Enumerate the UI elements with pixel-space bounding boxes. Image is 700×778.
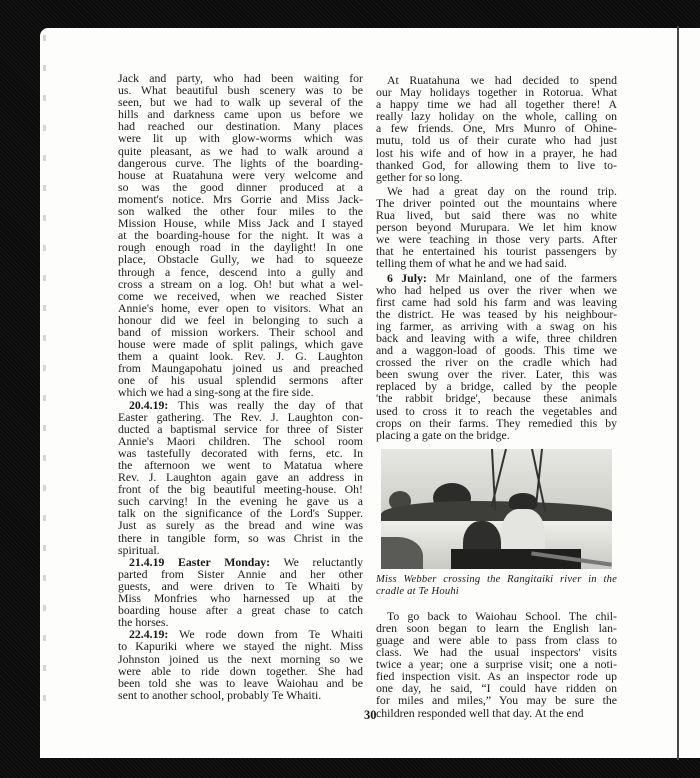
line-text: were lit up with glow-worms which was — [118, 131, 363, 146]
photo-hat — [509, 493, 537, 509]
page-gutter-line — [677, 26, 679, 760]
paragraph — [118, 628, 363, 701]
line-text: lost his wife and of how in a prayer, he had — [376, 145, 617, 160]
line-text: house at Ruatahuna were very welcome and — [118, 167, 363, 182]
caption-line: Miss Webber crossing the Rangitaiki river in the — [376, 573, 617, 585]
line-text: there in tangible form, so was Christ in the — [118, 530, 363, 545]
line-text: quite pleasant, as we had to walk around a — [118, 143, 363, 158]
line-text: Mission House, while Miss Jack and I stayed — [118, 216, 363, 231]
line-text: Just as surely as the bread and wine was — [118, 518, 363, 533]
line-text: and a waggon-load of goods. This time we — [376, 343, 617, 358]
line-text: one day, he said, “I could have ridden on — [376, 681, 617, 696]
text-line — [376, 707, 617, 719]
line-text: twice a year; one a surprise visit; one a noti- — [376, 657, 617, 672]
line-text: The driver pointed out the mountains where — [376, 195, 617, 210]
line-text: We had a great day on the round trip. — [387, 183, 617, 198]
line-text: telling them of what he and we had said. — [376, 256, 567, 271]
left-column — [118, 72, 363, 701]
line-text: rough enough road in the daylight! In one — [118, 240, 363, 255]
line-text: ducted a baptismal service for three of Sister — [118, 421, 363, 436]
line-text: guests, and were driven to Te Whaiti by — [118, 578, 363, 593]
right-column-bottom-text — [376, 610, 617, 719]
line-text: used to cross it to reach the vegetables and — [376, 403, 617, 418]
line-text: us. What beautiful bush scenery was to be — [118, 83, 363, 98]
date-heading: 21.4.19 Easter Monday: — [129, 554, 271, 569]
line-text: was tastefully decorated with ferns, etc. In — [118, 445, 363, 460]
paragraph — [118, 399, 363, 556]
page-number: 30 — [364, 708, 377, 722]
photo-river-cradle-crossing — [381, 449, 612, 569]
line-text: Rua lived, but said there was no white — [376, 208, 617, 223]
line-text: Rev. J. Laughton again gave an address in — [118, 470, 363, 485]
line-text: first came had sold his farm and was leaving — [376, 294, 617, 309]
line-text: through a fence, descend into a gully and — [118, 264, 363, 279]
line-text: our May holidays together in Rotorua. What — [376, 85, 617, 100]
line-text: children responded well that day. At the end — [376, 705, 584, 720]
line-text: dren soon began to learn the English lan- — [376, 620, 617, 635]
line-text: house were made of split palings, which gave — [118, 337, 363, 352]
paragraph — [376, 272, 617, 441]
line-text: thanked God, for allowing them to live to- — [376, 157, 617, 172]
line-text: talk on the significance of the Lord's Supper. — [118, 506, 363, 521]
line-text: place, Obstacle Gully, we had to squeeze — [118, 252, 363, 267]
line-text: fied inspection visit. As an inspector rode up — [376, 669, 617, 684]
paragraph — [376, 610, 617, 719]
paragraph — [118, 556, 363, 629]
line-text: gether for so long. — [376, 169, 463, 184]
line-text: boarding house after a great chase to catch — [118, 603, 363, 618]
line-text: Jack and party, who had been waiting for — [118, 71, 363, 85]
line-text: mutu, told us of their curate who had just — [376, 133, 617, 148]
line-text: crops on their farms. They remedied this by — [376, 415, 617, 430]
line-text: the district. He was teased by his neighbour- — [376, 306, 617, 321]
date-heading: 22.4.19: — [129, 627, 169, 642]
right-column — [376, 72, 617, 719]
line-text: hills and darkness came upon us before we — [118, 107, 363, 122]
right-column-top-text — [376, 74, 617, 441]
line-text: class. We had the usual inspectors' visits — [376, 645, 617, 660]
line-text: such carving! In the evening he gave us a — [118, 494, 363, 509]
date-heading: 20.4.19: — [129, 397, 169, 412]
line-text: dangerous curve. The lights of the boarding- — [118, 155, 363, 170]
line-text: that he entertained his tourist passengers by — [376, 244, 617, 259]
line-text: spiritual. — [118, 542, 160, 557]
line-text: back and leaving with a wife, three children — [376, 330, 617, 345]
text-line — [376, 171, 617, 183]
line-text: band of mission workers. Their school and — [118, 324, 363, 339]
line-text: front of the big beautiful meeting-house. Oh! — [118, 482, 363, 497]
date-heading: 6 July: — [387, 270, 427, 285]
line-text: come we received, when we reached Sister — [118, 288, 363, 303]
line-text: moment's notice. Mrs Gorrie and Miss Jack- — [118, 191, 363, 206]
line-text: 'the rabbit bridge', because these animals — [376, 391, 617, 406]
line-text: a happy time we had all together there! A — [376, 97, 617, 112]
line-text: son walked the other four miles to the — [118, 204, 363, 219]
line-text: person beyond Murupara. We let him know — [376, 220, 617, 235]
line-text: been told she was to leave Waiohau and be — [118, 675, 363, 690]
line-text: which we had a sing-song at the fire side. — [118, 385, 314, 400]
line-text: been swung over the river. Later, this was — [376, 367, 617, 382]
paragraph — [376, 185, 617, 270]
text-line — [118, 689, 363, 701]
line-text: Easter gathering. The Rev. J. Laughton con- — [118, 409, 363, 424]
paragraph — [118, 72, 363, 399]
line-text: crossed the river on the cradle which had — [376, 355, 617, 370]
line-text: To go back to Waiohau School. The chil- — [387, 608, 617, 623]
line-text: we were teaching in those very parts. After — [376, 232, 617, 247]
line-text: who had helped us over the river when we — [376, 282, 617, 297]
line-text: one of his usual splendid sermons after — [118, 373, 363, 388]
line-text: Johnston joined us the next morning so we — [118, 651, 363, 666]
line-text: so was the good dinner produced at a — [118, 179, 363, 194]
line-text: at the boarding-house for the night. It was a — [118, 228, 363, 243]
line-text: parted from Sister Annie and her other — [118, 566, 363, 581]
line-text: Miss Monfries who harnessed up at the — [118, 591, 363, 606]
text-line — [376, 257, 617, 269]
caption-line: cradle at Te Houhi — [376, 585, 459, 597]
line-text: were able to ride down together. She had — [118, 663, 363, 678]
photo-caption — [376, 574, 617, 598]
line-text: from Maungapohatu joined us and preached — [118, 361, 363, 376]
line-text: cross a stream on a log. Oh! but what a wel- — [118, 276, 363, 291]
line-text: Annie's home, ever open to visitors. What an — [118, 300, 363, 315]
line-text: them a quaint look. Rev. J. G. Laughton — [118, 349, 363, 364]
line-text: the afternoon we went to Matatua where — [118, 458, 363, 472]
line-text: replaced by a bridge, called by the people — [376, 379, 617, 394]
line-text: We rode down from Te Whaiti — [168, 627, 363, 642]
line-text: to Kapuriki where we stayed the night. Miss — [118, 639, 363, 654]
line-text: Annie's Maori children. The school room — [118, 433, 363, 448]
line-text: We reluctantly — [270, 554, 363, 569]
line-text: Mr Mainland, one of the farmers — [426, 270, 617, 285]
text-line — [376, 429, 617, 441]
line-text: seen, but we had to walk up several of the — [118, 95, 363, 110]
line-text: had reached our destination. Many places — [118, 119, 363, 134]
line-text: This was really the day of that — [168, 397, 363, 412]
line-text: At Ruatahuna we had decided to spend — [387, 73, 617, 87]
line-text: sent to another school, probably Te Whaiti. — [118, 687, 322, 702]
margin-marks — [43, 35, 46, 725]
photo-hills — [381, 501, 612, 523]
line-text: really lazy holiday on the whole, calling on — [376, 109, 617, 124]
line-text: the horses. — [118, 615, 169, 630]
line-text: guage and were able to pass from class to — [376, 633, 617, 647]
line-text: placing a gate on the bridge. — [376, 427, 510, 442]
line-text: honour did we feel in belonging to such a — [118, 312, 363, 327]
line-text: ing farmer, as arriving with a swag on his — [376, 318, 617, 333]
line-text: a few friends. One, Mrs Munro of Ohine- — [376, 121, 617, 136]
line-text: for miles and miles,” You may be sure the — [376, 693, 617, 708]
paragraph — [376, 74, 617, 183]
